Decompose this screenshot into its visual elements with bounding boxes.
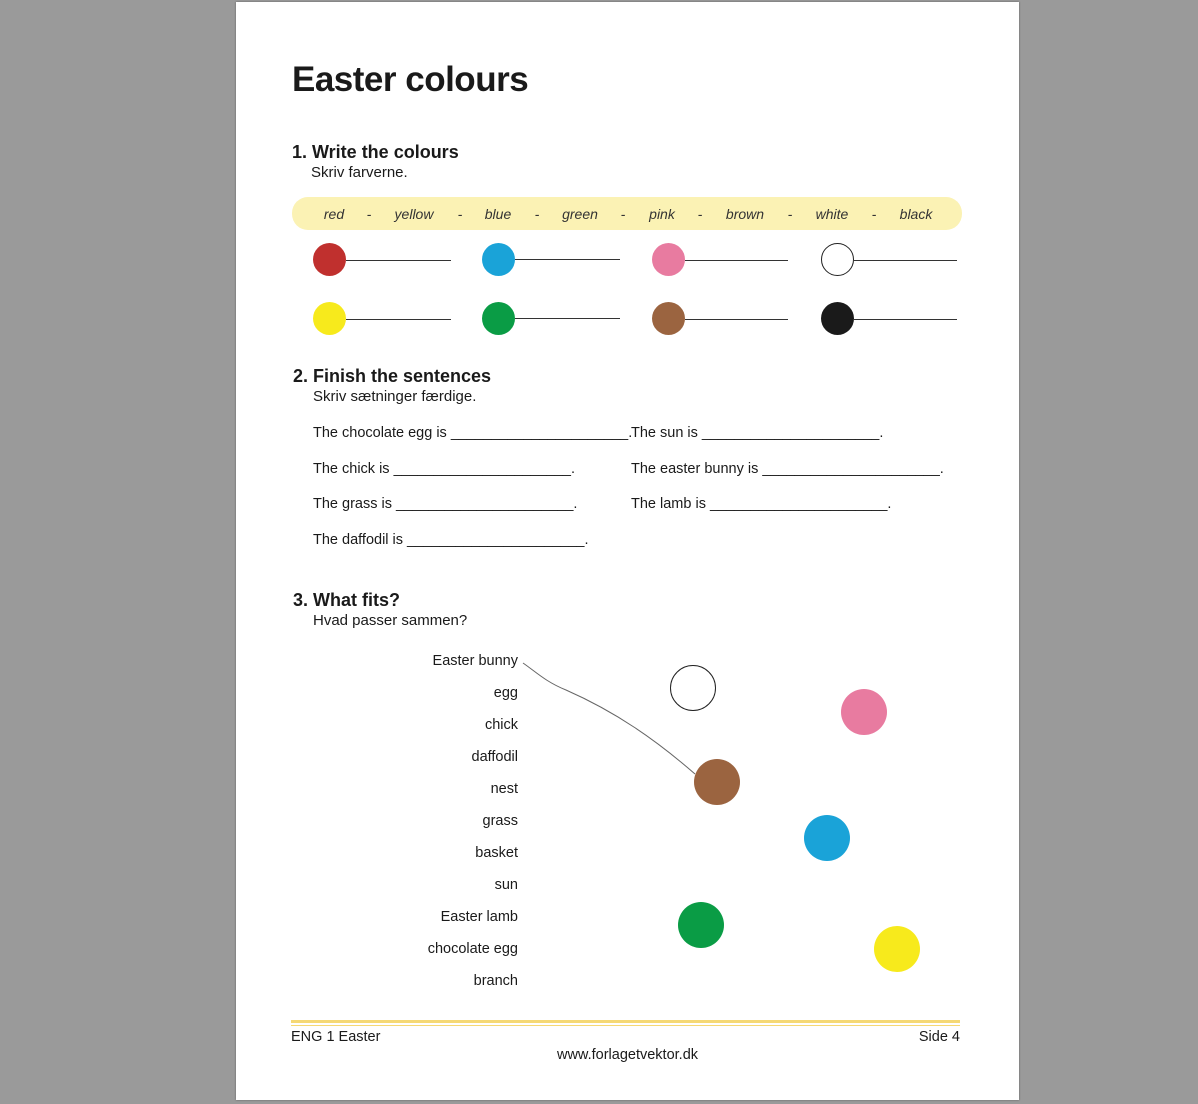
- sentence-item[interactable]: The lamb is ______________________.: [631, 496, 892, 512]
- sentence-item[interactable]: The daffodil is ______________________.: [313, 532, 589, 548]
- section2-subheading: Skriv sætninger færdige.: [313, 388, 477, 405]
- wordbank-word: brown: [725, 206, 765, 222]
- match-dot-brown[interactable]: [694, 759, 740, 805]
- wordbank-separator: -: [871, 206, 877, 222]
- page-title: Easter colours: [292, 60, 529, 99]
- wordbank-word: white: [815, 206, 849, 222]
- section2-heading: 2. Finish the sentences: [293, 366, 492, 386]
- match-word[interactable]: Easter bunny: [432, 653, 518, 669]
- match-dot-white[interactable]: [670, 665, 716, 711]
- section3-heading: 3. What fits?: [293, 590, 400, 610]
- wordbank-word: black: [899, 206, 933, 222]
- sentence-item[interactable]: The chocolate egg is ______________________.: [313, 425, 633, 441]
- sentence-item[interactable]: The grass is ______________________.: [313, 496, 578, 512]
- match-word[interactable]: egg: [493, 685, 518, 701]
- match-word[interactable]: Easter lamb: [440, 909, 518, 925]
- footer-page-number: Side 4: [918, 1029, 960, 1045]
- match-word[interactable]: sun: [494, 877, 518, 893]
- wordbank-separator: -: [366, 206, 372, 222]
- sentence-item[interactable]: The chick is ______________________.: [313, 461, 576, 477]
- section1-subheading: Skriv farverne.: [311, 164, 408, 181]
- wordbank-word: yellow: [394, 206, 434, 222]
- wordbank-word: red: [323, 206, 345, 222]
- match-dot-blue[interactable]: [804, 815, 850, 861]
- section1-heading: 1. Write the colours: [292, 142, 459, 162]
- wordbank-separator: -: [457, 206, 463, 222]
- match-word[interactable]: grass: [482, 813, 518, 829]
- match-word[interactable]: chick: [484, 717, 518, 733]
- match-word[interactable]: branch: [473, 973, 518, 989]
- wordbank-separator: -: [697, 206, 703, 222]
- footer-rule: [291, 1020, 960, 1023]
- match-word[interactable]: chocolate egg: [427, 941, 518, 957]
- wordbank-separator: -: [620, 206, 626, 222]
- wordbank-word: pink: [649, 206, 675, 222]
- match-word[interactable]: daffodil: [471, 749, 518, 765]
- footer-url[interactable]: www.forlagetvektor.dk: [556, 1047, 699, 1063]
- wordbank-separator: -: [787, 206, 793, 222]
- section3-subheading: Hvad passer sammen?: [313, 612, 468, 629]
- footer-course: ENG 1 Easter: [291, 1029, 381, 1045]
- match-word[interactable]: nest: [490, 781, 518, 797]
- match-dot-yellow[interactable]: [874, 926, 920, 972]
- wordbank-word: green: [562, 206, 598, 222]
- match-dot-green[interactable]: [678, 902, 724, 948]
- wordbank-separator: -: [534, 206, 540, 222]
- match-word[interactable]: basket: [475, 845, 518, 861]
- match-dot-pink[interactable]: [841, 689, 887, 735]
- worksheet-page: [236, 2, 1019, 1100]
- sentence-item[interactable]: The sun is ______________________.: [631, 425, 884, 441]
- footer-rule-thin: [291, 1025, 960, 1026]
- wordbank-word: blue: [484, 206, 512, 222]
- sentence-item[interactable]: The easter bunny is ______________________.: [631, 461, 944, 477]
